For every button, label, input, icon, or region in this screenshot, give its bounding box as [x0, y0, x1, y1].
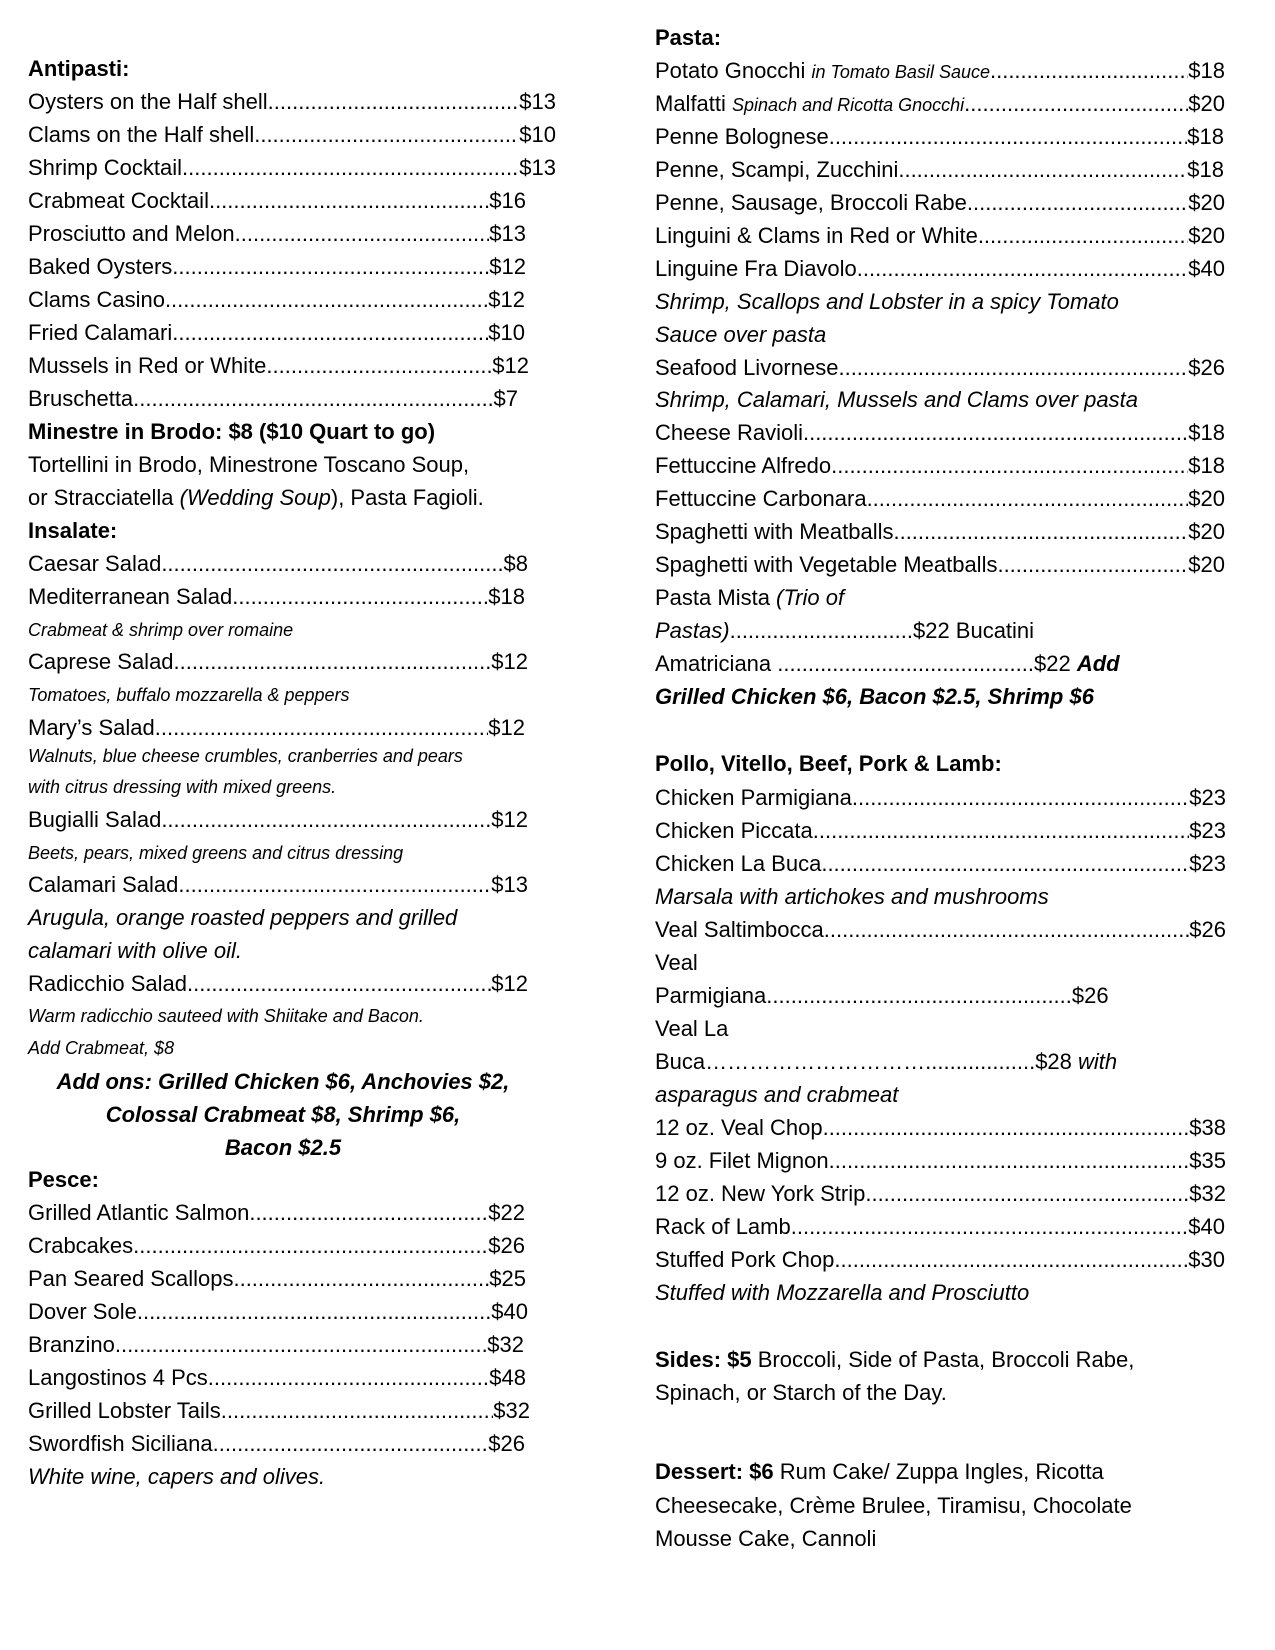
dessert-line: Mousse Cake, Cannoli [655, 1526, 877, 1551]
menu-item: Rack of Lamb ..... $40 [655, 1213, 1225, 1240]
pasta-mista: Pastas)..............................$22 Bucatini [655, 618, 1035, 643]
menu-item: 12 oz. New York Strip ..... $32 [655, 1180, 1226, 1207]
item-description: Shrimp, Calamari, Mussels and Clams over pasta [655, 387, 1138, 412]
menu-item: Clams Casino ..... $12 [28, 286, 525, 313]
menu-item: Prosciutto and Melon ..... $13 [28, 220, 526, 247]
menu-item: Fried Calamari ..... $10 [28, 319, 525, 346]
menu-item: 9 oz. Filet Mignon ..... $35 [655, 1147, 1226, 1174]
menu-item: Mussels in Red or White ..... $12 [28, 352, 529, 379]
veal-label: Veal La [655, 1016, 729, 1041]
menu-item: Fettuccine Carbonara ..... $20 [655, 485, 1225, 512]
addons-line: Colossal Crabmeat $8, Shrimp $6, [105, 1102, 461, 1127]
minestre-line: Tortellini in Brodo, Minestrone Toscano Soup, [28, 452, 470, 477]
menu-item: Cheese Ravioli ..... $18 [655, 419, 1225, 446]
addons-line: Bacon $2.5 [224, 1135, 342, 1160]
menu-item: Penne Bolognese ..... $18 [655, 123, 1224, 150]
menu-item: Caesar Salad ..... $8 [28, 550, 528, 577]
pollo-header: Pollo, Vitello, Beef, Pork & Lamb: [655, 751, 1002, 776]
menu-item: Chicken Piccata ..... $23 [655, 817, 1226, 844]
dessert-line: Dessert: $6 Rum Cake/ Zuppa Ingles, Ricotta [655, 1459, 1104, 1484]
menu-item: Dover Sole ..... $40 [28, 1298, 528, 1325]
item-description: calamari with olive oil. [28, 938, 242, 963]
menu-item: Grilled Atlantic Salmon ..... $22 [28, 1199, 525, 1226]
menu-item: Linguini & Clams in Red or White ..... $20 [655, 222, 1225, 249]
item-description: Tomatoes, buffalo mozzarella & peppers [28, 685, 350, 705]
menu-item: Linguine Fra Diavolo ..... $40 [655, 255, 1225, 282]
menu-item: Clams on the Half shell ..... $10 [28, 121, 556, 148]
pesce-header: Pesce: [28, 1167, 99, 1192]
menu-item: Bugialli Salad ..... $12 [28, 806, 528, 833]
menu-item: Radicchio Salad ..... $12 [28, 970, 528, 997]
menu-item: Caprese Salad ..... $12 [28, 648, 528, 675]
veal-label: Veal [655, 950, 698, 975]
menu-item: Crabmeat Cocktail ..... $16 [28, 187, 526, 214]
sides-line: Sides: $5 Broccoli, Side of Pasta, Broccoli Rabe, [655, 1347, 1135, 1372]
menu-item: Veal Saltimbocca ..... $26 [655, 916, 1226, 943]
item-description: White wine, capers and olives. [28, 1464, 326, 1489]
pasta-addons: Grilled Chicken $6, Bacon $2.5, Shrimp $6 [655, 684, 1094, 709]
menu-item: Pan Seared Scallops ..... $25 [28, 1265, 526, 1292]
item-description: Beets, pears, mixed greens and citrus dressing [28, 843, 404, 863]
menu-item: Shrimp Cocktail ..... $13 [28, 154, 556, 181]
menu-item: Branzino ..... $32 [28, 1331, 524, 1358]
menu-item: Seafood Livornese ..... $26 [655, 354, 1225, 381]
item-description: asparagus and crabmeat [655, 1082, 899, 1107]
menu-item: Calamari Salad ..... $13 [28, 871, 528, 898]
item-description: Arugula, orange roasted peppers and grilled [28, 905, 458, 930]
menu-item: 12 oz. Veal Chop ..... $38 [655, 1114, 1226, 1141]
item-description: Warm radicchio sauteed with Shiitake and Bacon. [28, 1006, 424, 1026]
item-description: Stuffed with Mozzarella and Prosciutto [655, 1280, 1030, 1305]
amatriciana: Amatriciana ..........................................$22 Add [655, 651, 1120, 676]
menu-item: Swordfish Siciliana ..... $26 [28, 1430, 525, 1457]
item-description: Crabmeat & shrimp over romaine [28, 620, 294, 640]
menu-item: Parmigiana..................................................$26 [655, 983, 1109, 1008]
pasta-mista: Pasta Mista (Trio of [655, 585, 845, 610]
menu-item: Penne, Scampi, Zucchini ..... $18 [655, 156, 1224, 183]
item-description: with citrus dressing with mixed greens. [28, 777, 337, 797]
menu-item: Spaghetti with Vegetable Meatballs ..... $20 [655, 551, 1225, 578]
item-description: Walnuts, blue cheese crumbles, cranberries and pears [28, 746, 463, 766]
dessert-line: Cheesecake, Crème Brulee, Tiramisu, Chocolate [655, 1493, 1132, 1518]
antipasti-header: Antipasti: [28, 56, 130, 81]
item-description: Sauce over pasta [655, 322, 827, 347]
menu-item: Baked Oysters ..... $12 [28, 253, 526, 280]
menu-item: Buca…………………………..................$28 with [655, 1049, 1118, 1074]
item-description: Marsala with artichokes and mushrooms [655, 884, 1049, 909]
minestre-header: Minestre in Brodo: $8 ($10 Quart to go) [28, 419, 436, 444]
menu-item: Fettuccine Alfredo ..... $18 [655, 452, 1225, 479]
pasta-header: Pasta: [655, 25, 722, 50]
menu-item: Bruschetta ..... $7 [28, 385, 518, 412]
menu-item: Chicken La Buca ..... $23 [655, 850, 1226, 877]
item-description: Add Crabmeat, $8 [28, 1038, 175, 1058]
menu-item: Crabcakes ..... $26 [28, 1232, 525, 1259]
menu-item: Mary’s Salad ..... $12 [28, 714, 525, 741]
menu-item: Penne, Sausage, Broccoli Rabe ..... $20 [655, 189, 1225, 216]
menu-item: Grilled Lobster Tails ..... $32 [28, 1397, 530, 1424]
menu-item: Spaghetti with Meatballs ..... $20 [655, 518, 1225, 545]
menu-item: Malfatti Spinach and Ricotta Gnocchi ..... $20 [655, 90, 1225, 119]
item-description: Shrimp, Scallops and Lobster in a spicy Tomato [655, 289, 1119, 314]
insalate-header: Insalate: [28, 518, 118, 543]
addons-line: Add ons: Grilled Chicken $6, Anchovies $2, [56, 1069, 510, 1094]
minestre-line: or Stracciatella (Wedding Soup), Pasta Fagioli. [28, 485, 484, 510]
menu-item: Langostinos 4 Pcs ..... $48 [28, 1364, 526, 1391]
menu-item: Oysters on the Half shell ..... $13 [28, 88, 556, 115]
menu-item: Chicken Parmigiana ..... $23 [655, 784, 1226, 811]
sides-line: Spinach, or Starch of the Day. [655, 1380, 947, 1405]
menu-item: Stuffed Pork Chop ..... $30 [655, 1246, 1225, 1273]
menu-item: Potato Gnocchi in Tomato Basil Sauce ..... $18 [655, 57, 1225, 86]
menu-item: Mediterranean Salad ..... $18 [28, 583, 525, 610]
